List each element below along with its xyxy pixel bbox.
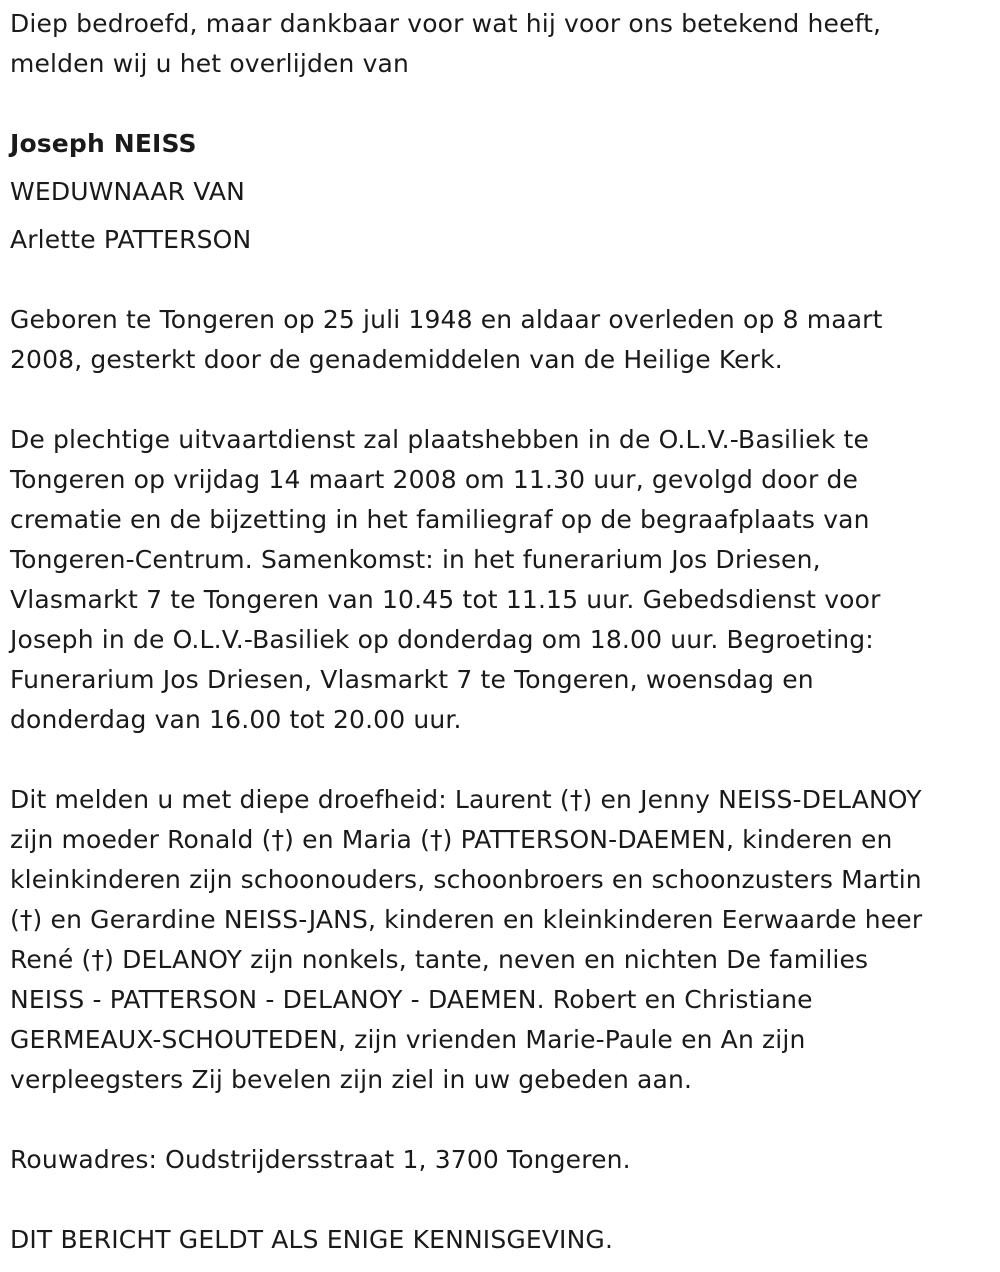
- service-line: crematie en de bijzetting in het familiegraf op de begraafplaats van: [10, 505, 870, 534]
- service-line: Funerarium Jos Driesen, Vlasmarkt 7 te Tongeren, woensdag en: [10, 665, 814, 694]
- family-line: NEISS - PATTERSON - DELANOY - DAEMEN. Robert en Christiane: [10, 985, 813, 1014]
- service-line: Vlasmarkt 7 te Tongeren van 10.45 tot 11.15 uur. Gebedsdienst voor: [10, 585, 881, 614]
- service-line: Tongeren op vrijdag 14 maart 2008 om 11.30 uur, gevolgd door de: [10, 465, 859, 494]
- spacer: [10, 740, 990, 780]
- family-line: verpleegsters Zij bevelen zijn ziel in uw gebeden aan.: [10, 1065, 693, 1094]
- family-line: GERMEAUX-SCHOUTEDEN, zijn vrienden Marie-Paule en An zijn: [10, 1025, 806, 1054]
- closing-statement: DIT BERICHT GELDT ALS ENIGE KENNISGEVING.: [10, 1225, 614, 1254]
- family-line: (†) en Gerardine NEISS-JANS, kinderen en kleinkinderen Eerwaarde heer: [10, 905, 923, 934]
- intro-paragraph: [10, 4, 990, 84]
- spacer: [10, 1100, 990, 1140]
- service-line: Joseph in de O.L.V.-Basiliek op donderdag om 18.00 uur. Begroeting:: [10, 625, 874, 654]
- service-paragraph: [10, 420, 990, 740]
- service-line: donderdag van 16.00 tot 20.00 uur.: [10, 705, 462, 734]
- birth-death-line: 2008, gesterkt door de genademiddelen van de Heilige Kerk.: [10, 345, 783, 374]
- service-line: De plechtige uitvaartdienst zal plaatshebben in de O.L.V.-Basiliek te: [10, 425, 870, 454]
- spacer: [10, 260, 990, 300]
- deceased-name: Joseph NEISS: [10, 129, 197, 158]
- spacer: [10, 1180, 990, 1220]
- relation-label: WEDUWNAAR VAN: [10, 177, 245, 206]
- intro-line: Diep bedroefd, maar dankbaar voor wat hij voor ons betekend heeft,: [10, 9, 882, 38]
- family-paragraph: [10, 780, 990, 1100]
- family-line: René (†) DELANOY zijn nonkels, tante, neven en nichten De families: [10, 945, 869, 974]
- family-line: kleinkinderen zijn schoonouders, schoonbroers en schoonzusters Martin: [10, 865, 922, 894]
- family-line: zijn moeder Ronald (†) en Maria (†) PATTERSON-DAEMEN, kinderen en: [10, 825, 893, 854]
- birth-death-paragraph: [10, 300, 990, 380]
- intro-line: melden wij u het overlijden van: [10, 49, 410, 78]
- spacer: [10, 380, 990, 420]
- spouse-name: Arlette PATTERSON: [10, 225, 252, 254]
- spacer: [10, 84, 990, 124]
- birth-death-line: Geboren te Tongeren op 25 juli 1948 en aldaar overleden op 8 maart: [10, 305, 883, 334]
- family-line: Dit melden u met diepe droefheid: Laurent (†) en Jenny NEISS-DELANOY: [10, 785, 922, 814]
- service-line: Tongeren-Centrum. Samenkomst: in het funerarium Jos Driesen,: [10, 545, 821, 574]
- mourning-address: Rouwadres: Oudstrijdersstraat 1, 3700 Tongeren.: [10, 1145, 631, 1174]
